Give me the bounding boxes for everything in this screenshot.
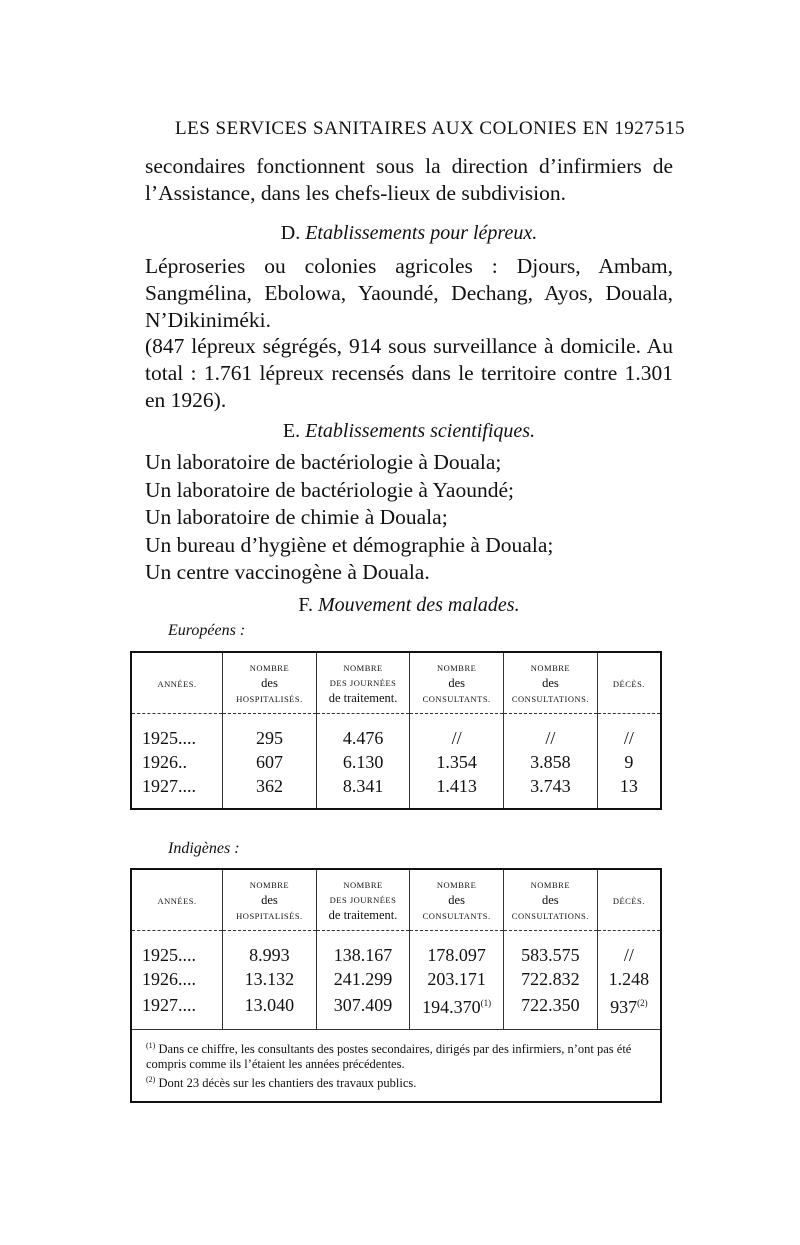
- header-hospitalises: NOMBRE des HOSPITALISÉS.: [223, 652, 317, 714]
- table-row: 1927.... 362 8.341 1.413 3.743 13: [131, 774, 661, 809]
- laboratory-list: [145, 449, 673, 587]
- table-natives: [130, 868, 662, 1103]
- paragraph-assistance: secondaires fonctionnent sous la direction d’infirmiers de l’Assistance, dans les chefs-lieux de subdivision.: [145, 154, 673, 205]
- footnotes-row: [131, 1030, 661, 1103]
- list-item: Un bureau d’hygiène et démographie à Douala;: [145, 532, 554, 557]
- heading-d-letter: D.: [280, 222, 301, 244]
- table-header-row: [131, 652, 661, 714]
- header-consultants: NOMBRE des CONSULTANTS.: [410, 652, 504, 714]
- header-consultations: NOMBRE des CONSULTATIONS.: [503, 869, 597, 931]
- heading-f-letter: F.: [298, 594, 313, 616]
- heading-f-title: Mouvement des malades.: [317, 594, 520, 616]
- list-item: Un laboratoire de bactériologie à Yaoundé;: [145, 477, 514, 502]
- paragraph-leper-counts: (847 lépreux ségrégés, 914 sous surveillance à domicile. Au total : 1.761 lépreux recensés dans le territoire contre 1.301 en 1926).: [145, 334, 673, 412]
- header-deces: DÉCÈS.: [597, 869, 661, 931]
- subhead-europeans: Européens :: [168, 622, 246, 639]
- table-row: 1927.... 13.040 307.409 194.370$^{(1)}$ 722.350 937$^{(2)}$: [131, 991, 661, 1030]
- header-annees: ANNÉES.: [131, 869, 223, 931]
- running-head-title: LES SERVICES SANITAIRES AUX COLONIES EN 1927.: [175, 118, 660, 139]
- paragraph-leprosaria: Léproseries ou colonies agricoles : Djours, Ambam, Sangmélina, Ebolowa, Yaoundé, Dechang, Ayos, Douala, N’Dikiniméki.: [145, 254, 673, 332]
- list-item: Un centre vaccinogène à Douala.: [145, 560, 430, 584]
- list-item: Un laboratoire de chimie à Douala;: [145, 505, 448, 529]
- footnote-ref-1: (1): [480, 998, 492, 1008]
- header-annees: ANNÉES.: [131, 652, 223, 714]
- header-journees: NOMBRE DES JOURNÉES de traitement.: [316, 869, 410, 931]
- header-consultants: NOMBRE des CONSULTANTS.: [410, 869, 504, 931]
- header-hospitalises: NOMBRE des HOSPITALISÉS.: [223, 869, 317, 931]
- subhead-natives: Indigènes :: [168, 840, 240, 857]
- heading-patient-movement: [145, 594, 673, 617]
- page-number: 515: [655, 118, 685, 139]
- footnote-ref-2: (2): [637, 998, 648, 1008]
- list-item: Un laboratoire de bactériologie à Douala;: [145, 450, 502, 474]
- footnote-1: $^{(1)}$ Dans ce chiffre, les consultants des postes secondaires, dirigés par des infirmiers, n’ont pas été compris comme ils l’étaient les années précédentes.: [146, 1041, 632, 1072]
- table-row: 1926.... 13.132 241.299 203.171 722.832 1.248: [131, 967, 661, 991]
- heading-scientific-establishments: [145, 420, 673, 443]
- heading-e-title: Etablissements scientifiques.: [305, 420, 536, 442]
- heading-leper-establishments: [145, 222, 673, 245]
- heading-d-title: Etablissements pour lépreux.: [305, 222, 538, 244]
- table-row: 1925.... 8.993 138.167 178.097 583.575 //: [131, 943, 661, 967]
- header-journees: NOMBRE DES JOURNÉES de traitement.: [316, 652, 410, 714]
- table-row: 1926.. 607 6.130 1.354 3.858 9: [131, 750, 661, 774]
- header-consultations: NOMBRE des CONSULTATIONS.: [504, 652, 598, 714]
- header-deces: DÉCÈS.: [597, 652, 661, 714]
- heading-e-letter: E.: [282, 420, 301, 442]
- table-header-row: [131, 869, 661, 931]
- table-row: 1925.... 295 4.476 // // //: [131, 726, 661, 750]
- table-europeans: [130, 651, 662, 810]
- footnote-2: $^{(2)}$ Dont 23 décès sur les chantiers des travaux publics.: [146, 1075, 417, 1091]
